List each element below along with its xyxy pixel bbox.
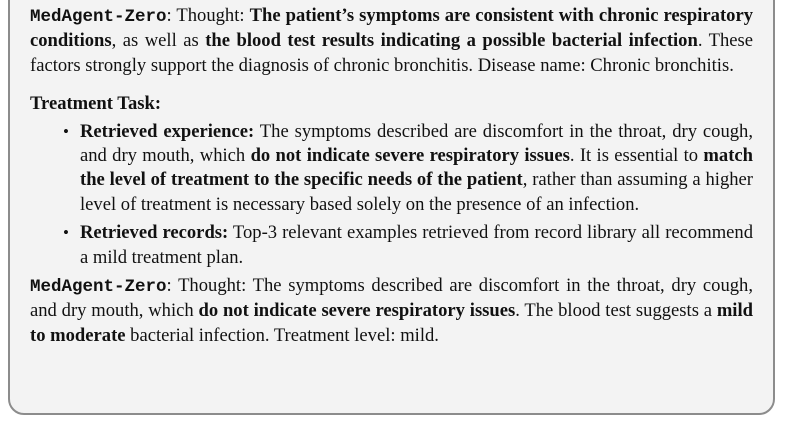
treatment-heading: Treatment Task: [30,93,162,115]
text-span: , rather than assuming a higher level of treatment is necessary based solely on the presence of an infection. [80,169,753,215]
bold-span: mild to moderate [30,300,753,346]
diagnosis-thought [30,4,753,78]
bold-span: The patient’s symptoms are consistent with chronic respiratory conditions [30,5,754,52]
treatment-thought [30,274,753,348]
text-span: : Thought: [166,5,250,26]
retrieval-list [30,120,753,270]
bold-span: match the level of treatment to the specific needs of the patient [80,145,753,191]
text-panel [8,0,775,415]
bullet-label: Retrieved experience: [80,120,255,142]
list-item-experience [80,120,753,218]
text-span: , as well as [111,30,206,52]
bold-span: do not indicate severe respiratory issues [250,145,570,167]
text-span: Top-3 relevant examples retrieved from record library all recommend a mild treatment plan. [80,222,754,268]
agent-name: MedAgent-Zero [30,7,167,27]
agent-name: MedAgent-Zero [30,277,167,298]
text-span: . The blood test suggests a [515,300,717,322]
text-span: . These factors strongly support the diagnosis of chronic bronchitis. Disease name: Chronic bronchitis. [30,30,754,76]
bullet-label: Retrieved records: [80,222,229,244]
text-span: . It is essential to [569,145,704,167]
bold-span: the blood test results indicating a possible bacterial infection [205,30,698,52]
bold-span: do not indicate severe respiratory issues [198,300,516,322]
text-span: bacterial infection. Treatment level: mild. [125,324,439,346]
list-item-records [80,221,753,270]
text-span: : Thought: The symptoms described are discomfort in the throat, dry cough, and dry mouth, which [30,275,753,322]
text-span: The symptoms described are discomfort in the throat, dry cough, and dry mouth, which [80,120,753,167]
